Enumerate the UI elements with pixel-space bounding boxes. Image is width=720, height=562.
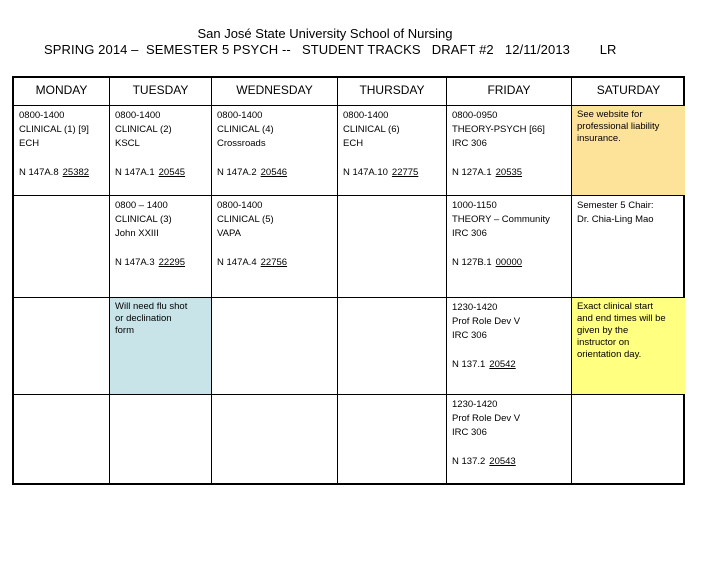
course-code: N 127B.1 (452, 257, 492, 268)
schedule-cell (212, 395, 338, 485)
spacer (452, 241, 566, 256)
day-header-thursday: THURSDAY (338, 78, 447, 106)
schedule-cell (572, 395, 685, 485)
course-line (452, 166, 566, 180)
spacer (452, 343, 566, 358)
course-line (343, 166, 441, 180)
schedule-cell (212, 298, 338, 395)
day-header-monday: MONDAY (14, 78, 110, 106)
cell-line: 0800-1400 (115, 110, 161, 121)
course-line (217, 256, 332, 270)
cell-line: 1230-1420 (452, 399, 498, 410)
cell-line: IRC 306 (452, 427, 487, 438)
course-code: N 147A.10 (343, 167, 388, 178)
course-crn: 22756 (260, 257, 288, 268)
cell-line: CLINICAL (6) (343, 124, 400, 135)
schedule-cell (572, 106, 685, 196)
cell-line: VAPA (217, 228, 241, 239)
note-line: insurance. (577, 133, 621, 144)
cell-line: Prof Role Dev V (452, 316, 521, 327)
cell-line: 0800-1400 (343, 110, 389, 121)
note-line: and end times will be (577, 313, 666, 324)
schedule-cell (572, 298, 685, 395)
cell-line: John XXIII (115, 228, 159, 239)
cell-line: 0800-0950 (452, 110, 498, 121)
note-line: orientation day. (577, 349, 642, 360)
schedule-cell (572, 196, 685, 298)
cell-line: 0800-1400 (19, 110, 65, 121)
cell-line: ECH (19, 138, 40, 149)
schedule-cell (110, 196, 212, 298)
cell-line: IRC 306 (452, 228, 487, 239)
note-line: professional liability (577, 121, 660, 132)
schedule-cell (110, 298, 212, 395)
document-title: San José State University School of Nursing (197, 26, 453, 41)
cell-line: CLINICAL (4) (217, 124, 274, 135)
course-code: N 147A.8 (19, 167, 59, 178)
course-line (115, 166, 206, 180)
course-line (452, 358, 566, 372)
course-crn: 20542 (489, 359, 516, 370)
schedule-cell (110, 395, 212, 485)
spacer (217, 151, 332, 166)
note-line: Exact clinical start (577, 301, 654, 312)
course-code: N 147A.2 (217, 167, 257, 178)
note-line: given by the (577, 325, 629, 336)
cell-line: THEORY-PSYCH [66] (452, 124, 545, 135)
course-crn: 22775 (391, 167, 419, 178)
course-code: N 137.1 (452, 359, 486, 370)
schedule-cell (338, 196, 447, 298)
cell-line: CLINICAL (1) [9] (19, 124, 89, 135)
schedule-cell (212, 196, 338, 298)
schedule-cell (14, 196, 110, 298)
spacer (452, 151, 566, 166)
cell-line: CLINICAL (2) (115, 124, 172, 135)
course-line (452, 455, 566, 469)
cell-line: THEORY – Community (452, 214, 550, 225)
schedule-cell (338, 106, 447, 196)
course-code: N 147A.4 (217, 257, 257, 268)
cell-line: Crossroads (217, 138, 266, 149)
course-crn: 00000 (495, 257, 523, 268)
note-line: form (115, 325, 134, 336)
spacer (19, 151, 104, 166)
cell-line: 1000-1150 (452, 200, 497, 211)
note-line: or declination (115, 313, 172, 324)
course-crn: 20543 (489, 456, 516, 467)
schedule-cell (110, 106, 212, 196)
schedule-cell (14, 298, 110, 395)
note-line: instructor on (577, 337, 630, 348)
schedule-cell (447, 395, 572, 485)
cell-line: ECH (343, 138, 364, 149)
cell-line: 0800 – 1400 (115, 200, 168, 211)
cell-line: Dr. Chia-Ling Mao (577, 214, 654, 225)
course-code: N 137.2 (452, 456, 486, 467)
spacer (115, 151, 206, 166)
schedule-cell (14, 395, 110, 485)
cell-line: CLINICAL (5) (217, 214, 274, 225)
course-code: N 147A.1 (115, 167, 155, 178)
schedule-cell (447, 196, 572, 298)
cell-line: 1230-1420 (452, 302, 498, 313)
day-header-tuesday: TUESDAY (110, 78, 212, 106)
course-code: N 147A.3 (115, 257, 155, 268)
schedule-cell (447, 106, 572, 196)
day-header-saturday: SATURDAY (572, 78, 685, 106)
cell-line: KSCL (115, 138, 140, 149)
note-line: Will need flu shot (115, 301, 188, 312)
course-crn: 20546 (260, 167, 288, 178)
schedule-table (12, 76, 685, 485)
course-line (115, 256, 206, 270)
schedule-cell (338, 395, 447, 485)
schedule-cell (338, 298, 447, 395)
cell-line: 0800-1400 (217, 200, 263, 211)
cell-line: 0800-1400 (217, 110, 263, 121)
spacer (452, 440, 566, 455)
course-code: N 127A.1 (452, 167, 492, 178)
document-subtitle: SPRING 2014 – SEMESTER 5 PSYCH -- STUDENT TRACKS DRAFT #2 12/11/2013 LR (44, 42, 617, 57)
note-line: See website for (577, 109, 643, 120)
spacer (217, 241, 332, 256)
cell-line: IRC 306 (452, 330, 487, 341)
spacer (115, 241, 206, 256)
schedule-cell (212, 106, 338, 196)
spacer (343, 151, 441, 166)
course-crn: 20535 (495, 167, 523, 178)
course-line (19, 166, 104, 180)
course-crn: 22295 (158, 257, 186, 268)
cell-line: IRC 306 (452, 138, 487, 149)
cell-line: Semester 5 Chair: (577, 200, 654, 211)
cell-line: Prof Role Dev V (452, 413, 521, 424)
course-crn: 20545 (158, 167, 186, 178)
course-crn: 25382 (62, 167, 90, 178)
schedule-cell (14, 106, 110, 196)
schedule-cell (447, 298, 572, 395)
course-line (452, 256, 566, 270)
day-header-wednesday: WEDNESDAY (212, 78, 338, 106)
course-line (217, 166, 332, 180)
cell-line: CLINICAL (3) (115, 214, 172, 225)
day-header-friday: FRIDAY (447, 78, 572, 106)
